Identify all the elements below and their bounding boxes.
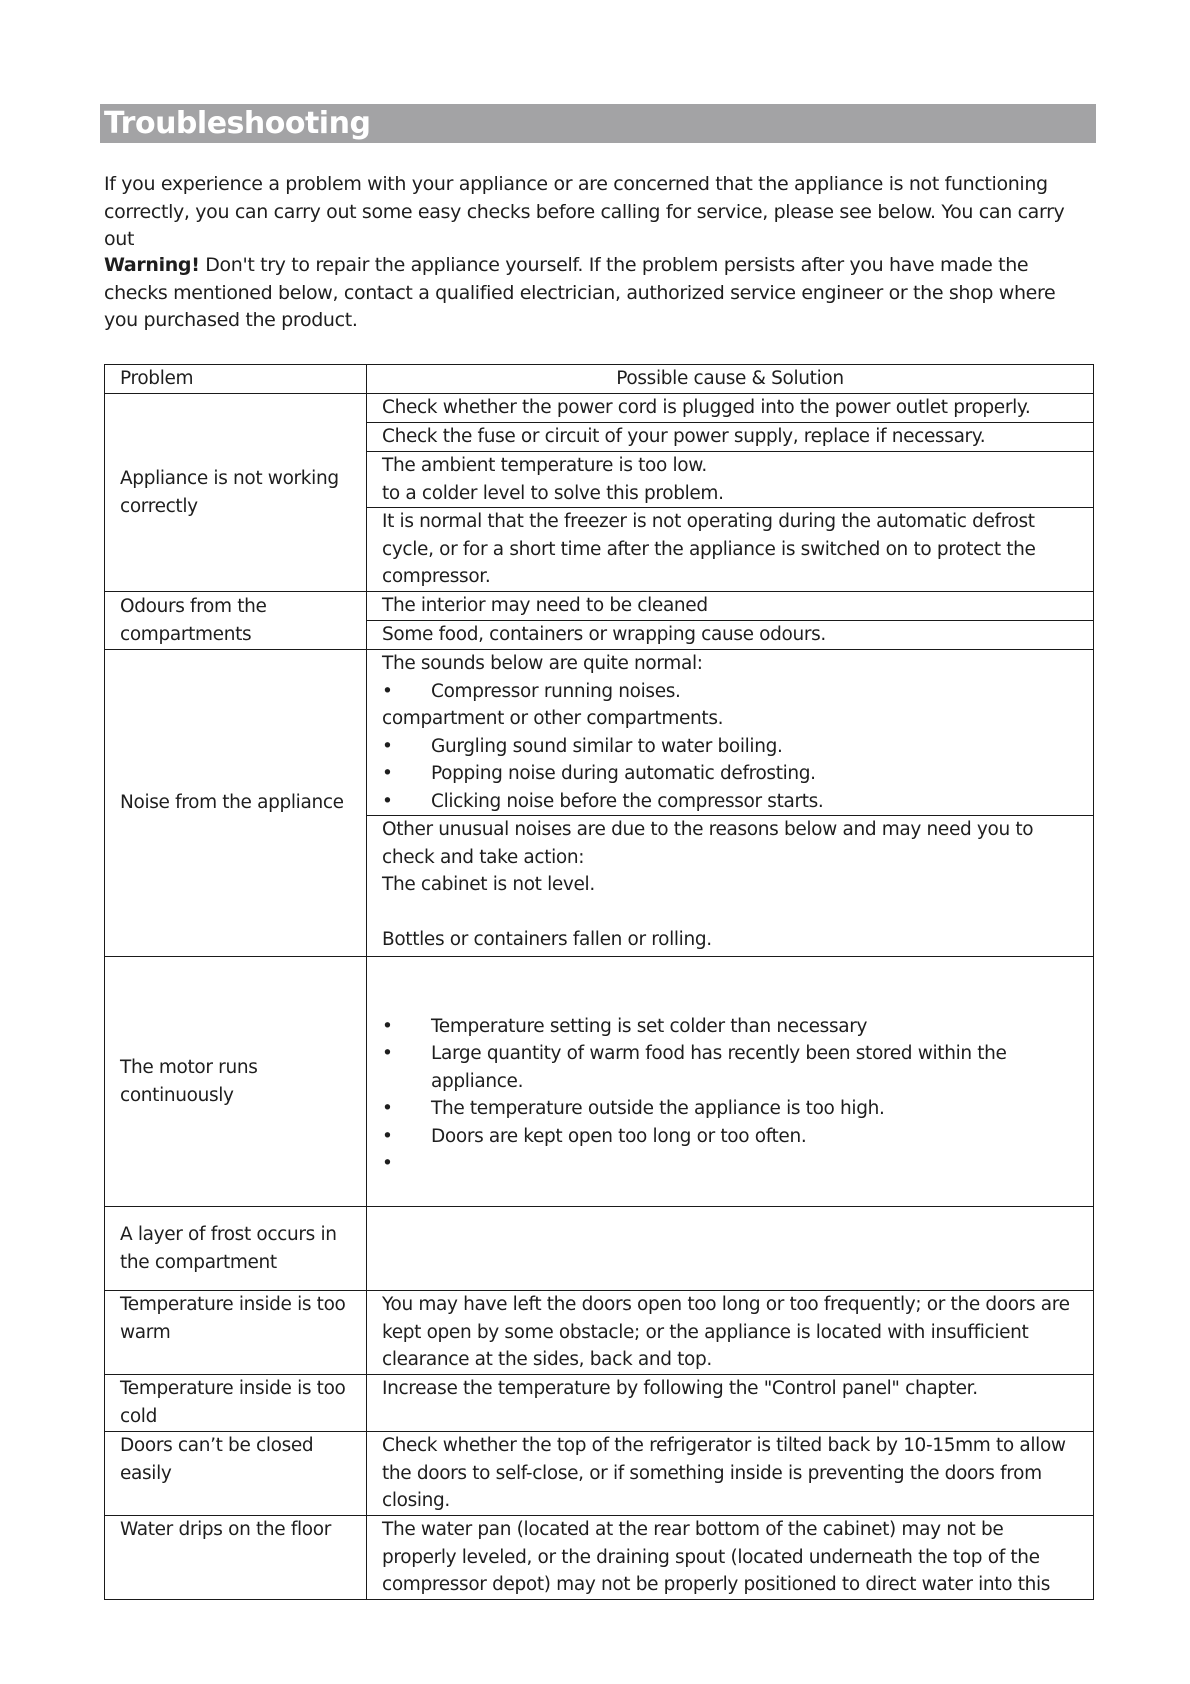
problem-too-cold: Temperature inside is too cold (105, 1375, 367, 1432)
bullet-item: • Compressor running noises. (382, 678, 1078, 706)
solution-line: The sounds below are quite normal: (382, 653, 703, 674)
table-row (105, 1375, 1094, 1432)
solution-line: compartment or other compartments. (382, 708, 724, 729)
bullet-item: • Temperature setting is set colder than necessary (382, 1013, 1078, 1041)
problem-noise: Noise from the appliance (105, 650, 367, 957)
solution-line: Other unusual noises are due to the reasons below and may need you to check and take action: (382, 819, 1034, 868)
table-row (105, 1432, 1094, 1516)
solution-line: Bottles or containers fallen or rolling. (382, 929, 712, 950)
solution-cell (367, 650, 1094, 816)
problem-water: Water drips on the floor (105, 1516, 367, 1600)
solution-cell: The interior may need to be cleaned (367, 592, 1094, 621)
bullet-icon: • (382, 680, 393, 702)
table-row (105, 650, 1094, 816)
solution-line: The cabinet is not level. (382, 874, 595, 895)
solution-cell: Check whether the power cord is plugged into the power outlet properly. (367, 394, 1094, 423)
solution-cell: Check the fuse or circuit of your power supply, replace if necessary. (367, 423, 1094, 452)
bullet-item: • Large quantity of warm food has recently been stored within the appliance. (382, 1040, 1078, 1095)
table-row (105, 1207, 1094, 1291)
solution-cell: Increase the temperature by following the "Control panel" chapter. (367, 1375, 1094, 1432)
problem-frost: A layer of frost occurs in the compartment (105, 1207, 367, 1291)
solution-cell (367, 452, 1094, 508)
problem-not-working: Appliance is not working correctly (105, 394, 367, 592)
bullet-item: • The temperature outside the appliance is too high. (382, 1095, 1078, 1123)
solution-cell (367, 816, 1094, 957)
warning-paragraph (104, 252, 1094, 335)
warning-text: Don't try to repair the appliance yourself. If the problem persists after you have made the checks mentioned below, contact a qualified electrician, authorized service engineer or the shop where you purchased the product. (104, 254, 1056, 331)
solution-line: The ambient temperature is too low. (382, 455, 707, 476)
solution-cell: Some food, containers or wrapping cause odours. (367, 621, 1094, 650)
troubleshooting-table (104, 364, 1094, 1600)
warning-label: Warning! (104, 254, 200, 276)
table-row (105, 957, 1094, 1207)
bullet-item: • Doors are kept open too long or too often. (382, 1123, 1078, 1151)
problem-too-warm: Temperature inside is too warm (105, 1291, 367, 1375)
bullet-icon: • (382, 1043, 393, 1065)
bullet-icon: • (382, 1153, 393, 1175)
problem-doors: Doors can’t be closed easily (105, 1432, 367, 1516)
intro-paragraph: If you experience a problem with your appliance or are concerned that the appliance is not functioning correctly, you can carry out some easy checks before calling for service, please see below. You can carry out (104, 173, 1065, 250)
bullet-item: • Clicking noise before the compressor starts. (382, 788, 1078, 816)
table-row (105, 1516, 1094, 1600)
bullet-item: • Gurgling sound similar to water boiling. (382, 733, 1078, 761)
table-header-row (105, 365, 1094, 394)
problem-odours: Odours from the compartments (105, 592, 367, 650)
header-solution: Possible cause & Solution (367, 365, 1094, 394)
solution-line: to a colder level to solve this problem. (382, 482, 724, 504)
solution-cell: You may have left the doors open too long or too frequently; or the doors are kept open by some obstacle; or the appliance is located with insufficient clearance at the sides, back and top. (367, 1291, 1094, 1375)
solution-cell (367, 957, 1094, 1207)
bullet-icon: • (382, 1125, 393, 1147)
table-row (105, 592, 1094, 621)
bullet-icon: • (382, 763, 393, 784)
solution-cell: The water pan (located at the rear bottom of the cabinet) may not be properly leveled, or the draining spout (located underneath the top of the compressor depot) may not be properly positioned to direct water into this (367, 1516, 1094, 1600)
solution-cell (367, 1207, 1094, 1291)
solution-cell: It is normal that the freezer is not operating during the automatic defrost cycle, or for a short time after the appliance is switched on to protect the compressor. (367, 508, 1094, 592)
solution-cell: Check whether the top of the refrigerator is tilted back by 10-15mm to allow the doors to self-close, or if something inside is preventing the doors from closing. (367, 1432, 1094, 1516)
bullet-icon: • (382, 735, 393, 757)
bullet-item: • Popping noise during automatic defrosting. (382, 760, 1078, 788)
bullet-icon: • (382, 790, 393, 812)
bullet-icon: • (382, 1015, 393, 1037)
problem-motor: The motor runs continuously (105, 957, 367, 1207)
page-title: Troubleshooting (104, 106, 371, 141)
table-row (105, 1291, 1094, 1375)
header-problem: Problem (105, 365, 367, 394)
table-row (105, 394, 1094, 423)
bullet-icon: • (382, 1098, 393, 1120)
